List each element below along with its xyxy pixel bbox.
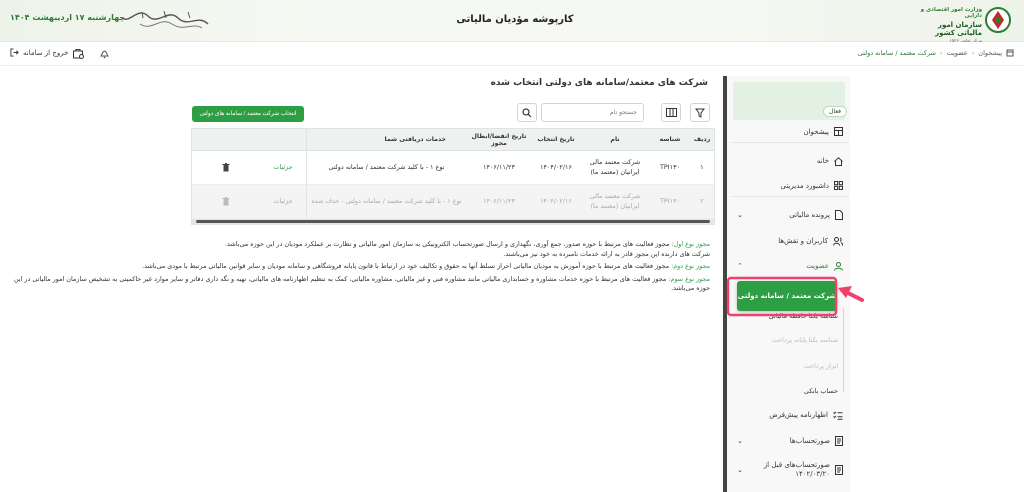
cell-services: نوع ۱ - با کلید شرکت معتمد / سامانه دولتی - حذف شده: [306, 185, 466, 218]
col-actions: [192, 129, 260, 150]
col-id: شناسه: [659, 136, 681, 143]
sidebar-item-default-declaration[interactable]: [731, 404, 849, 426]
license-notes: [6, 240, 710, 297]
note-text: مجوز فعالیت های مرتبط با حوزه صدور، جمع آوری، نگهداری و ارسال صورتحساب الکترونیکی به سازمان امور مالیاتی و نظارت بر عملکرد مودیان در این حوزه می‌باشد.: [225, 240, 672, 248]
sidebar-item-label: پرونده مالیاتی: [789, 211, 830, 219]
sidebar-item-label: داشبورد مدیریتی: [780, 181, 829, 190]
exit-button[interactable]: [10, 48, 68, 57]
breadcrumb-item-membership[interactable]: عضویت: [946, 49, 968, 57]
col-services: خدمات دریافتی شما: [306, 129, 466, 150]
sidebar-sub-item-terminal-id: شناسه یکتا پایانه پرداخت: [771, 336, 838, 344]
profile-card[interactable]: [733, 82, 845, 120]
receipt-icon: [835, 436, 843, 446]
sidebar-item-label: کاربران و نقش‌ها: [778, 237, 828, 245]
org-logo[interactable]: [912, 4, 1012, 38]
horizontal-scrollbar[interactable]: [192, 219, 714, 224]
cell-name: شرکت معتمد مالی ایرانیان (معتمد ما): [589, 157, 641, 176]
breadcrumb: [858, 49, 1014, 57]
breadcrumb-separator: ‹: [940, 49, 943, 57]
sidebar-item-label: پیشخوان: [803, 127, 829, 136]
select-trusted-company-button[interactable]: انتخاب شرکت معتمد / سامانه های دولتی: [192, 106, 304, 122]
sidebar-item-users-roles[interactable]: [731, 230, 849, 252]
cell-index: ۲: [700, 196, 704, 205]
chevron-down-icon: ⌄: [737, 437, 743, 445]
chevron-up-icon: ⌃: [737, 262, 743, 270]
home-icon: [1006, 49, 1014, 57]
col-details: [260, 129, 306, 150]
sidebar-item-dashboard[interactable]: [731, 121, 849, 143]
columns-button[interactable]: [661, 103, 681, 122]
status-badge: فعال: [823, 106, 847, 117]
notifications-button[interactable]: [97, 47, 111, 61]
grid-icon: [834, 181, 843, 190]
table-row: [192, 151, 714, 185]
cell-selected-date: ۱۴۰۴/۰۲/۱۶: [540, 162, 572, 171]
sidebar-item-label: اظهارنامه پیش‌فرض: [769, 411, 828, 419]
sidebar-item-label: صورتحساب‌ها: [789, 437, 830, 445]
breadcrumb-separator: ‹: [971, 49, 975, 57]
col-expiry-date: تاریخ انقضا/ابطال مجوز: [471, 132, 527, 147]
sidebar-sub-item-payment-tools: ابزار پرداخت: [803, 362, 838, 370]
section-title: شرکت های معتمد/سامانه های دولتی انتخاب شده: [490, 78, 708, 88]
dashboard-icon: [834, 127, 843, 136]
user-icon: [834, 262, 843, 271]
switch-account-button[interactable]: [71, 47, 85, 61]
trash-icon: [222, 163, 230, 172]
page-title: کارپوشه مؤدیان مالیاتی: [456, 14, 574, 25]
filter-icon: [695, 108, 705, 118]
cell-services: نوع ۱ - با کلید شرکت معتمد / سامانه دولتی: [306, 151, 466, 184]
checklist-icon: [833, 411, 843, 420]
logo-line-1: وزارت امور اقتصادی و دارایی: [920, 7, 982, 19]
sidebar: [723, 76, 850, 492]
logout-icon: [10, 48, 19, 57]
note-type-1: [6, 240, 710, 259]
receipt-icon: [835, 465, 843, 475]
cell-id: TPI۱۳۰: [660, 196, 680, 205]
breadcrumb-item-dashboard[interactable]: پیشخوان: [978, 49, 1002, 57]
sidebar-item-management-dashboard[interactable]: [731, 175, 849, 197]
sidebar-item-old-invoices[interactable]: [731, 456, 849, 484]
scrollbar-thumb[interactable]: [196, 220, 710, 223]
cell-selected-date: ۱۴۰۴/۰۲/۱۶: [540, 196, 572, 205]
file-icon: [835, 210, 843, 220]
details-link[interactable]: جزئیات: [273, 162, 293, 171]
trash-icon: [222, 197, 230, 206]
note-type-2: [6, 262, 710, 272]
note-heading: مجوز نوع اول:: [671, 240, 710, 248]
chevron-down-icon: ⌄: [737, 211, 743, 219]
note-type-3: [6, 275, 710, 294]
sidebar-sub-item-bank-account[interactable]: حساب بانکی: [803, 387, 838, 395]
sidebar-item-tax-file[interactable]: [731, 204, 849, 226]
trusted-companies-table: [191, 128, 715, 225]
col-selected-date: تاریخ انتخاب: [537, 136, 575, 143]
table-header: [192, 129, 714, 151]
search-icon: [522, 108, 532, 118]
emblem-icon: [984, 6, 1012, 34]
header-date: چهارشنبه ۱۷ اردیبهشت ۱۴۰۴: [10, 13, 126, 22]
sidebar-item-membership[interactable]: [731, 255, 849, 277]
details-link: جزئیات: [273, 196, 293, 205]
home-icon: [834, 157, 843, 166]
search-input[interactable]: [541, 103, 644, 122]
columns-icon: [666, 108, 677, 117]
logo-line-2: سازمان امور مالیاتی کشور: [935, 21, 982, 37]
delete-button: [192, 185, 260, 218]
sidebar-item-home[interactable]: [731, 150, 849, 172]
calligraphy-slogan: [118, 6, 213, 36]
cell-index: ۱: [700, 162, 704, 171]
sidebar-item-label: صورتحساب‌های قبل از ۱۴۰۲/۰۳/۲۰: [763, 461, 830, 478]
search-button[interactable]: [517, 103, 537, 122]
sidebar-item-label: عضویت: [806, 262, 829, 270]
chevron-down-icon: ⌄: [737, 465, 743, 474]
top-toolbar: [0, 42, 1024, 66]
bell-icon: [100, 49, 109, 59]
cell-id: TPI۱۳۰: [660, 162, 680, 171]
sidebar-item-label: خانه: [816, 157, 829, 165]
note-heading: مجوز نوع دوم:: [671, 262, 710, 271]
note-heading: مجوز نوع سوم:: [668, 274, 710, 283]
cell-expiry-date: ۱۴۰۶/۱۱/۲۳: [483, 196, 515, 205]
breadcrumb-item-current: شرکت معتمد / سامانه دولتی: [857, 49, 936, 57]
delete-button[interactable]: [192, 151, 260, 184]
sidebar-sub-item-trusted-company[interactable]: شرکت معتمد / سامانه دولتی: [737, 281, 837, 311]
sidebar-item-invoices[interactable]: [731, 430, 849, 452]
cell-name: شرکت معتمد مالی ایرانیان (معتمد ما): [589, 191, 641, 210]
users-icon: [833, 237, 843, 246]
main-content: [6, 70, 718, 492]
note-text: مجوز فعالیت های مرتبط با حوزه آموزش به مودیان مالیاتی احراز تسلط آنها به حقوق و تکالیف خود در ارتباط با قانون پایانه فروشگاهی و سامانه مودیان و سایر قوانین مالیاتی مرتبط با مودی می‌باشد.: [142, 262, 672, 271]
col-name: نام: [610, 136, 620, 143]
table-row: [192, 185, 714, 219]
note-text: مجوز فعالیت های مرتبط با حوزه خدمات مشاوره و حسابداری مالیاتی مانند مشاوره فنی و غیر مالیاتی، مشاوره مالیاتی، کمک به تنظیم اظهارنامه های مالیاتی، تهیه و نگه داری دفاتر و سایر موارد غیر حاکمیتی به تشخیص سازمان امور مالیاتی در این حوزه می‌باشد.: [13, 274, 710, 293]
sidebar-sub-item-memory-id[interactable]: شناسه یکتا حافظه مالیاتی: [768, 312, 838, 320]
account-switch-icon: [73, 49, 84, 59]
note-extra: شرکت های دارنده این مجوز قادر به ارائه خدمات نامبرده به خود نیز می‌باشند.: [503, 249, 710, 258]
col-index: ردیف: [693, 136, 711, 143]
exit-label: خروج از سامانه: [23, 48, 69, 57]
submenu-divider: [843, 308, 844, 392]
cell-expiry-date: ۱۴۰۶/۱۱/۲۳: [483, 162, 515, 171]
app-header: [0, 0, 1024, 42]
filter-button[interactable]: [690, 103, 710, 122]
